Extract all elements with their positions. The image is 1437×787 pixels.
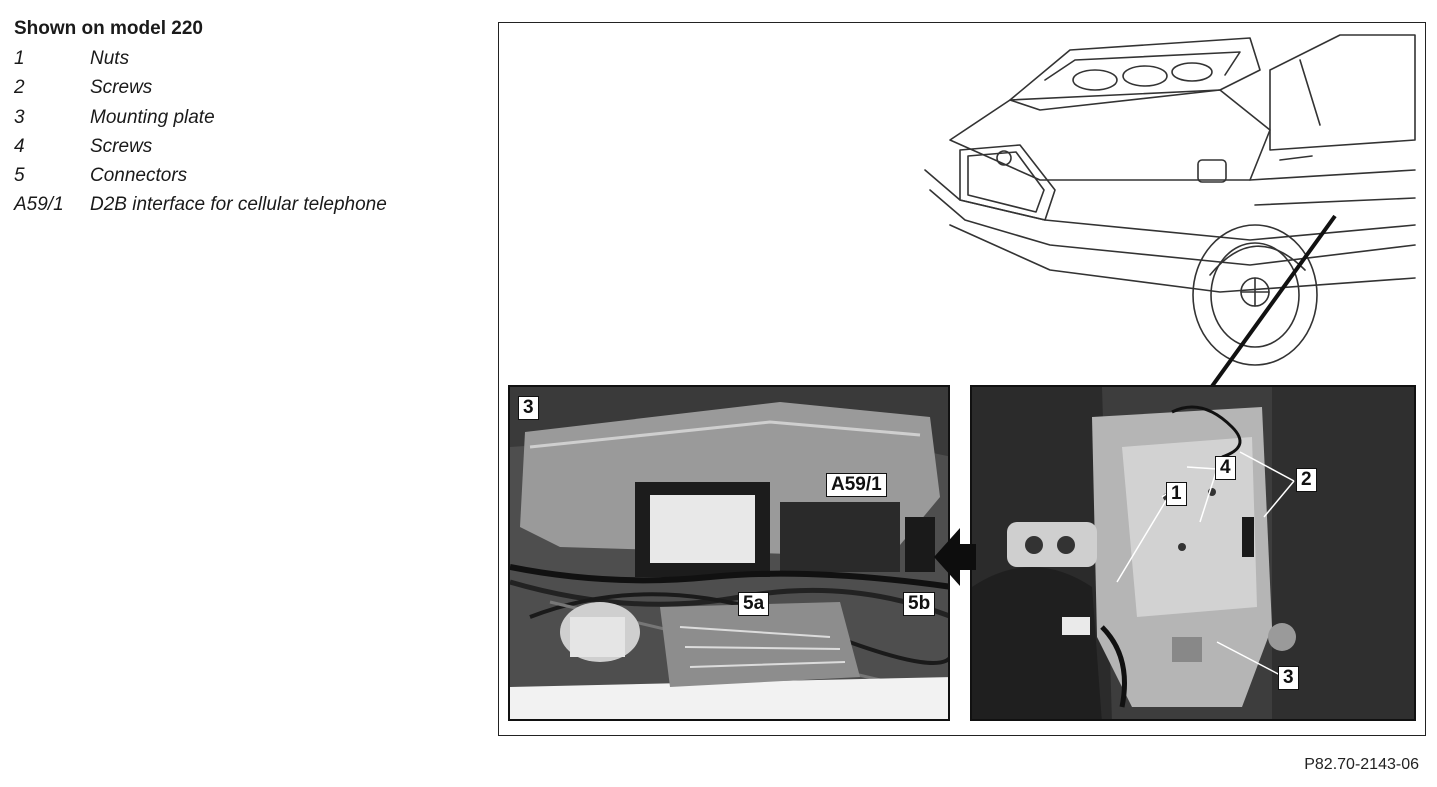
legend-key: 3 <box>14 106 25 128</box>
legend-label: D2B interface for cellular telephone <box>90 194 387 216</box>
location-leader-line <box>1195 214 1355 394</box>
legend-key: 2 <box>14 77 25 99</box>
legend-key: A59/1 <box>14 194 64 216</box>
photo-right-leader-lines <box>972 387 1416 721</box>
figure-reference: P82.70-2143-06 <box>1304 756 1419 773</box>
legend-label: Nuts <box>90 48 130 69</box>
legend-key: 1 <box>14 48 25 69</box>
callout-connector-5b: 5b <box>903 592 935 616</box>
legend-item <box>14 132 387 161</box>
callout-connector-5a: 5a <box>738 592 769 616</box>
callout-mounting-plate: 3 <box>518 396 539 420</box>
legend <box>14 18 387 220</box>
callout-screws-2: 2 <box>1296 468 1317 492</box>
legend-key: 5 <box>14 165 25 187</box>
legend-item <box>14 103 387 132</box>
legend-item <box>14 44 387 73</box>
legend-item <box>14 73 387 102</box>
legend-label: Screws <box>90 135 153 157</box>
legend-label: Connectors <box>90 165 188 187</box>
photo-mounting-plate-fasteners <box>970 385 1416 721</box>
callout-mounting-plate-right: 3 <box>1278 666 1299 690</box>
direction-arrow-icon <box>932 526 978 588</box>
legend-key: 4 <box>14 135 25 157</box>
legend-item <box>14 190 387 219</box>
legend-label: Mounting plate <box>90 106 215 128</box>
callout-screws-4: 4 <box>1215 456 1236 480</box>
callout-nuts: 1 <box>1166 482 1187 506</box>
legend-title: Shown on model 220 <box>14 18 203 39</box>
legend-item <box>14 161 387 190</box>
legend-label: Screws <box>90 77 153 99</box>
photo-interface-location <box>508 385 950 721</box>
photo-left-illustration <box>510 387 950 721</box>
callout-d2b-interface: A59/1 <box>826 473 887 497</box>
